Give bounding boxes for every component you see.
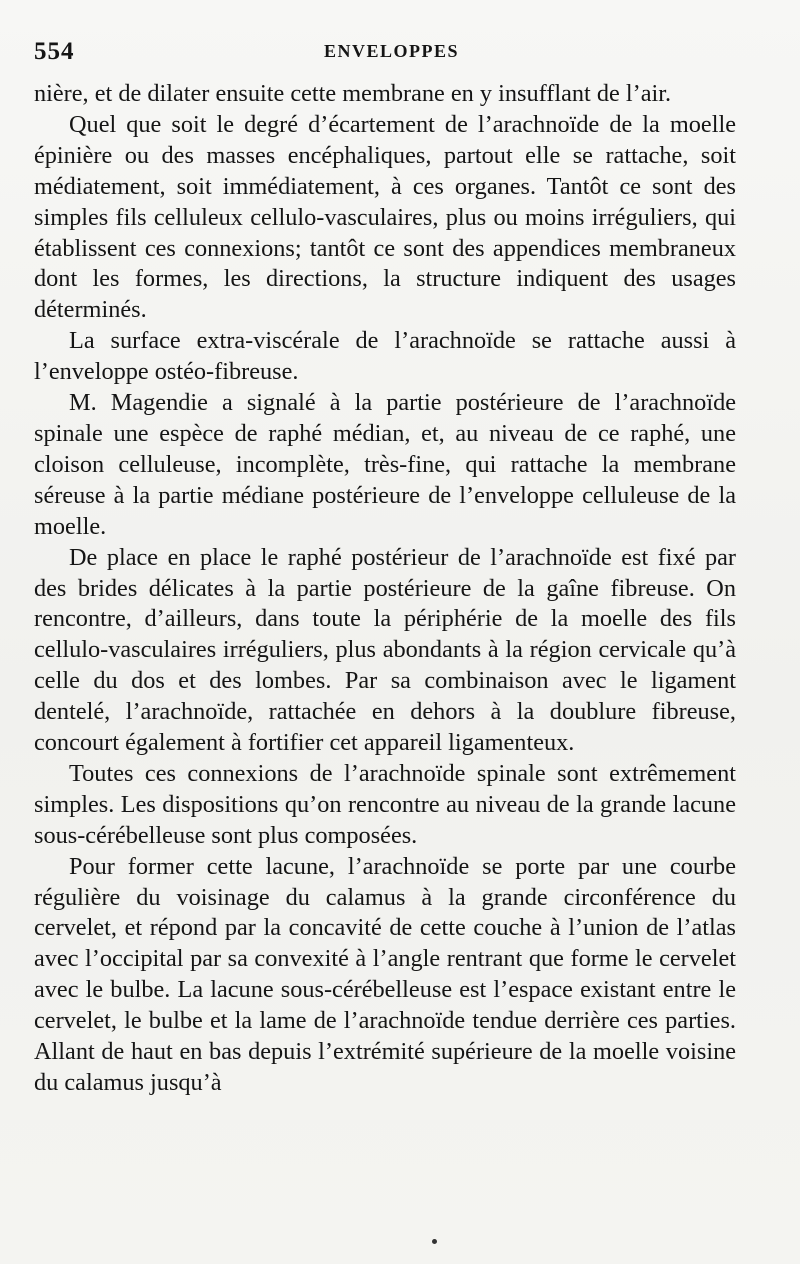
paragraph: Quel que soit le degré d’écartement de l’arachnoïde de la moelle épinière ou des masses encéphaliques, partout elle se rattache, soit médiatement, soit immédiatement, à ces organes. Tantôt ce sont des simples fils celluleux cellulo-vasculaires, plus ou moins irréguliers, qui établissent ces connexions; tantôt ce sont des appendices membraneux dont les formes, les directions, la structure indiquent des usages déterminés. — [34, 110, 736, 324]
paragraph: Pour former cette lacune, l’arachnoïde se porte par une courbe régulière du voisinage du calamus à la grande circonférence du cervelet, et répond par la concavité de cette couche à l’union de l’atlas avec l’occipital par sa convexité à l’angle rentrant que forme le cervelet avec le bulbe. La lacune sous-cérébelleuse est l’espace existant entre le cervelet, le bulbe et la lame de l’arachnoïde tendue derrière ces parties. Allant de haut en bas depuis l’extrémité supérieure de la moelle voisine du calamus jusqu’à — [34, 852, 736, 1096]
paragraph: De place en place le raphé postérieur de l’arachnoïde est fixé par des brides délicates à la partie postérieure de la gaîne fibreuse. On rencontre, d’ailleurs, dans toute la périphérie de la moelle des fils cellulo-vasculaires irréguliers, plus abondants à la région cervicale qu’à celle du dos et des lombes. Par sa combinaison avec le ligament dentelé, l’arachnoïde, rattachée en dehors à la doublure fibreuse, concourt également à fortifier cet appareil ligamenteux. — [34, 543, 736, 757]
page-number: 554 — [34, 38, 75, 65]
paragraph-continuation: nière, et de dilater ensuite cette membrane en y insufflant de l’air. — [34, 80, 672, 107]
running-title: ENVELOPPES — [324, 41, 460, 61]
paragraph: Toutes ces connexions de l’arachnoïde spinale sont extrêmement simples. Les dispositions qu’on rencontre au niveau de la grande lacune sous-cérébelleuse sont plus composées. — [34, 759, 736, 849]
paragraph: M. Magendie a signalé à la partie postérieure de l’arachnoïde spinale une espèce de raphé médian, et, au niveau de ce raphé, une cloison celluleuse, incomplète, très-fine, qui rattache la membrane séreuse à la partie médiane postérieure de l’enveloppe celluleuse de la moelle. — [34, 389, 736, 540]
body-text — [34, 79, 736, 1099]
paragraph: La surface extra-viscérale de l’arachnoïde se rattache aussi à l’enveloppe ostéo-fibreuse. — [34, 327, 736, 386]
page-speck — [432, 1239, 437, 1244]
page-header — [34, 38, 766, 72]
